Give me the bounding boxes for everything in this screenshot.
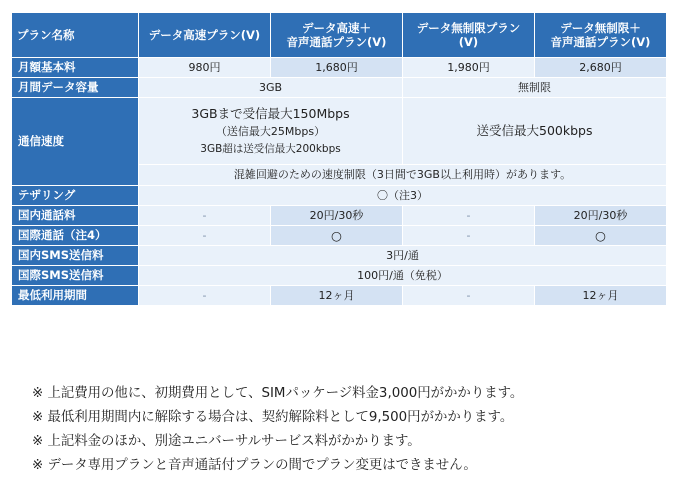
label-intl-calls: 国際通話（注4） bbox=[12, 226, 138, 245]
cell-monthly-fee-3: 1,980円 bbox=[403, 58, 534, 77]
label-tethering: テザリング bbox=[12, 186, 138, 205]
plan-comparison-table bbox=[11, 12, 667, 306]
cell-min-period-2: 12ヶ月 bbox=[271, 286, 402, 305]
cell-monthly-fee-2: 1,680円 bbox=[271, 58, 402, 77]
row-speed bbox=[12, 98, 666, 164]
cell-monthly-fee-4: 2,680円 bbox=[535, 58, 666, 77]
row-data-capacity bbox=[12, 78, 666, 97]
row-min-period bbox=[12, 286, 666, 305]
label-speed: 通信速度 bbox=[12, 98, 138, 185]
row-domestic-sms bbox=[12, 246, 666, 265]
header-row bbox=[12, 13, 666, 57]
cell-min-period-3: - bbox=[403, 286, 534, 305]
cell-intl-calls-4: ○ bbox=[535, 226, 666, 245]
speed-high-line2: （送信最大25Mbps） bbox=[215, 125, 326, 139]
cell-min-period-1: - bbox=[139, 286, 270, 305]
cell-capacity-high-speed: 3GB bbox=[139, 78, 402, 97]
label-domestic-calls: 国内通話料 bbox=[12, 206, 138, 225]
cell-congestion-note: 混雑回避のための速度制限（3日間で3GB以上利用時）があります。 bbox=[139, 165, 666, 185]
cell-speed-high bbox=[139, 98, 402, 164]
cell-domestic-calls-4: 20円/30秒 bbox=[535, 206, 666, 225]
cell-monthly-fee-1: 980円 bbox=[139, 58, 270, 77]
footnote-plan-change: ※ データ専用プランと音声通話付プランの間でプラン変更はできません。 bbox=[32, 458, 477, 473]
cell-speed-unlimited: 送受信最大500kbps bbox=[403, 98, 666, 164]
row-domestic-calls bbox=[12, 206, 666, 225]
row-intl-sms bbox=[12, 266, 666, 285]
label-domestic-sms: 国内SMS送信料 bbox=[12, 246, 138, 265]
speed-high-line3: 3GB超は送受信最大200kbps bbox=[200, 143, 341, 156]
header-plan-name: プラン名称 bbox=[12, 13, 138, 57]
header-data-high-speed: データ高速プラン(V) bbox=[139, 13, 270, 57]
label-monthly-fee: 月額基本料 bbox=[12, 58, 138, 77]
footnote-universal-service: ※ 上記料金のほか、別途ユニバーサルサービス料がかかります。 bbox=[32, 434, 421, 449]
cell-min-period-4: 12ヶ月 bbox=[535, 286, 666, 305]
cell-intl-sms: 100円/通（免税） bbox=[139, 266, 666, 285]
header-data-unlimited-voice: データ無制限＋ 音声通話プラン(V) bbox=[535, 13, 666, 57]
footnote-cancellation-fee: ※ 最低利用期間内に解除する場合は、契約解除料として9,500円がかかります。 bbox=[32, 410, 514, 425]
cell-capacity-unlimited: 無制限 bbox=[403, 78, 666, 97]
cell-intl-calls-2: ○ bbox=[271, 226, 402, 245]
cell-domestic-calls-1: - bbox=[139, 206, 270, 225]
header-data-unlimited: データ無制限プラン (V) bbox=[403, 13, 534, 57]
label-min-period: 最低利用期間 bbox=[12, 286, 138, 305]
footnotes bbox=[32, 382, 523, 478]
row-intl-calls bbox=[12, 226, 666, 245]
header-data-high-speed-voice: データ高速＋ 音声通話プラン(V) bbox=[271, 13, 402, 57]
cell-domestic-sms: 3円/通 bbox=[139, 246, 666, 265]
row-tethering bbox=[12, 186, 666, 205]
cell-domestic-calls-3: - bbox=[403, 206, 534, 225]
label-intl-sms: 国際SMS送信料 bbox=[12, 266, 138, 285]
label-data-capacity: 月間データ容量 bbox=[12, 78, 138, 97]
cell-intl-calls-3: - bbox=[403, 226, 534, 245]
row-monthly-fee bbox=[12, 58, 666, 77]
speed-high-line1: 3GBまで受信最大150Mbps bbox=[191, 105, 350, 121]
footnote-initial-fee: ※ 上記費用の他に、初期費用として、SIMパッケージ料金3,000円がかかります。 bbox=[32, 386, 524, 401]
cell-domestic-calls-2: 20円/30秒 bbox=[271, 206, 402, 225]
cell-tethering: 〇（注3） bbox=[139, 186, 666, 205]
cell-intl-calls-1: - bbox=[139, 226, 270, 245]
